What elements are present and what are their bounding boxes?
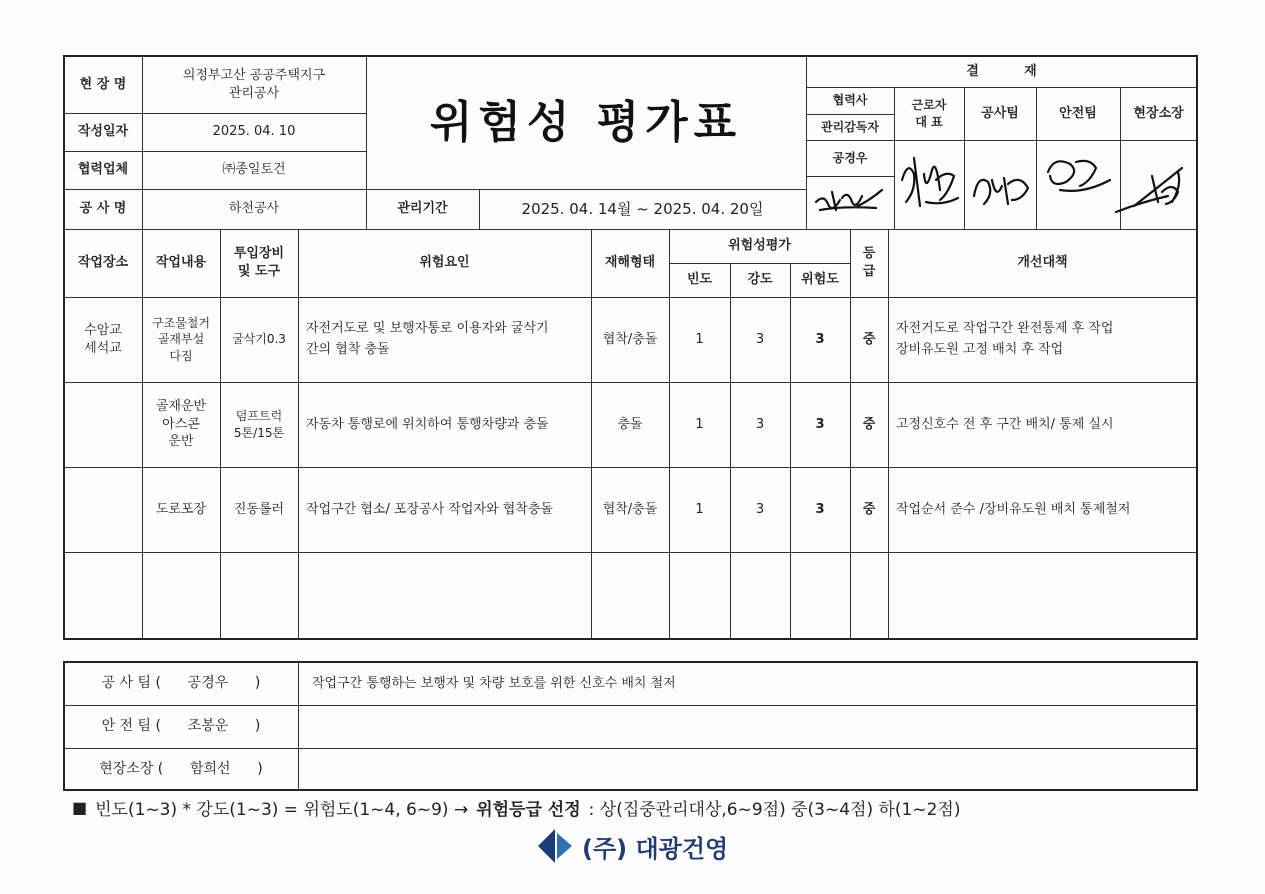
comment-text-safety-team: [298, 705, 1197, 748]
table-row-frequency: 1: [695, 331, 704, 347]
table-row-content: 골재운반 아스콘 운반: [155, 399, 207, 450]
period-label: 관리기간: [397, 201, 448, 217]
approval-partner-name: 공경우: [832, 150, 868, 165]
table-row-accident-type: 협착/충돌: [602, 331, 658, 347]
table-row-place: 수암교 세석교: [84, 322, 122, 356]
col-header-accident-type: 재해형태: [604, 255, 656, 271]
table-row-measures: 자전거도로 작업구간 완전통제 후 작업 장비유도원 고정 배치 후 작업: [896, 320, 1114, 357]
col-header-measures: 개선대책: [1017, 255, 1068, 271]
signature-partner: [812, 180, 888, 220]
legend-bullet: ■: [72, 797, 88, 817]
table-row-frequency: 1: [695, 501, 704, 517]
work-name-value: 하천공사: [228, 201, 280, 217]
date-value: 2025. 04. 10: [212, 124, 296, 140]
comment-label-construction-team: 공 사 팀 ( 공경우 ): [101, 675, 261, 692]
col-header-risk: 위험도: [801, 272, 839, 288]
col-header-severity: 강도: [747, 272, 773, 288]
table-row-hazard: 자동차 통행로에 위치하여 통행차량과 충돌: [306, 416, 549, 432]
col-header-frequency: 빈도: [686, 272, 713, 288]
col-header-content: 작업내용: [155, 255, 207, 271]
date-label: 작성일자: [77, 124, 129, 140]
table-row-content: 구조물철거 골재부설 다짐: [152, 316, 210, 363]
table-row-risk: 3: [815, 501, 825, 517]
table-row-severity: 3: [755, 416, 765, 432]
signature-site-manager: [1112, 162, 1192, 222]
table-row-hazard: 자전거도로 및 보행자통로 이용자와 굴삭기 간의 협착 충돌: [306, 320, 549, 357]
logo-text: (주) 대광건영: [582, 834, 729, 863]
table-row-place: [64, 467, 142, 552]
risk-grade-legend: [72, 794, 961, 820]
approval-title: 결 재: [966, 63, 1037, 79]
table-row-measures: 고정신호수 전 후 구간 배치/ 통제 실시: [896, 416, 1114, 432]
work-name-label: 공 사 명: [79, 201, 127, 217]
table-row-grade: 중: [862, 331, 876, 347]
table-row-severity: 3: [755, 501, 765, 517]
approval-worker-rep-label: 근로자 대 표: [911, 98, 947, 129]
table-row-grade: 중: [862, 416, 876, 432]
table-row-content: 도로포장: [155, 502, 207, 517]
signature-worker-rep: [896, 150, 962, 220]
legend-formula: 빈도(1~3) * 강도(1~3) = 위험도(1~4, 6~9) →: [95, 799, 469, 820]
comment-text-site-manager: [298, 748, 1197, 790]
approval-safety-team-label: 안전팀: [1059, 105, 1097, 121]
legend-grades: : 상(집중관리대상,6~9점) 중(3~4점) 하(1~2점): [588, 799, 961, 820]
comment-label-site-manager: 현장소장 ( 함희선 ): [99, 760, 263, 777]
approval-construction-team-label: 공사팀: [981, 105, 1019, 121]
legend-bold: 위험등급 선정: [476, 799, 581, 820]
table-row-grade: 중: [862, 501, 876, 517]
approval-supervisor-label: 관리감독자: [821, 119, 879, 134]
company-logo: [536, 826, 728, 866]
table-row-equipment: 진동롤러: [233, 502, 285, 517]
table-row-equipment: 굴삭기0.3: [232, 332, 286, 347]
table-row-severity: 3: [755, 331, 765, 347]
comment-label-safety-team: 안 전 팀 ( 조봉운 ): [101, 718, 261, 735]
col-header-grade: 등 급: [862, 246, 876, 279]
table-row-risk: 3: [815, 416, 825, 432]
table-row-place: [64, 382, 142, 467]
table-row-hazard: 작업구간 협소/ 포장공사 작업자와 협착충돌: [306, 501, 553, 517]
site-name-label: 현 장 명: [79, 76, 127, 92]
site-name-value: 의정부고산 공공주택지구 관리공사: [182, 67, 326, 101]
table-row-frequency: 1: [695, 416, 704, 432]
period-value: 2025. 04. 14월 ~ 2025. 04. 20일: [521, 199, 764, 218]
table-row-equipment: 덤프트럭 5톤/15톤: [233, 409, 285, 440]
col-header-risk-eval: 위험성평가: [728, 238, 791, 254]
col-header-hazard: 위험요인: [419, 255, 470, 271]
table-row-accident-type: 충돌: [617, 416, 643, 432]
page-title: 위험성 평가표: [429, 96, 743, 148]
approval-site-manager-label: 현장소장: [1133, 105, 1184, 121]
comment-text-construction-team: 작업구간 통행하는 보행자 및 차량 보호를 위한 신호수 배치 철저: [312, 675, 676, 691]
signature-construction-team: [968, 160, 1034, 216]
logo-mark-icon: [536, 827, 574, 865]
partner-value: ㈜종일토건: [222, 162, 286, 178]
table-row-risk: 3: [815, 331, 825, 347]
approval-partner-label: 협력사: [832, 93, 868, 108]
signature-safety-team: [1040, 150, 1116, 210]
table-row-measures: 작업순서 준수 /장비유도원 배치 통제철저: [896, 501, 1131, 517]
col-header-equipment: 투입장비 및 도구: [233, 246, 285, 279]
partner-label: 협력업체: [77, 162, 129, 178]
table-row-accident-type: 협착/충돌: [602, 501, 658, 517]
col-header-place: 작업장소: [77, 255, 129, 271]
